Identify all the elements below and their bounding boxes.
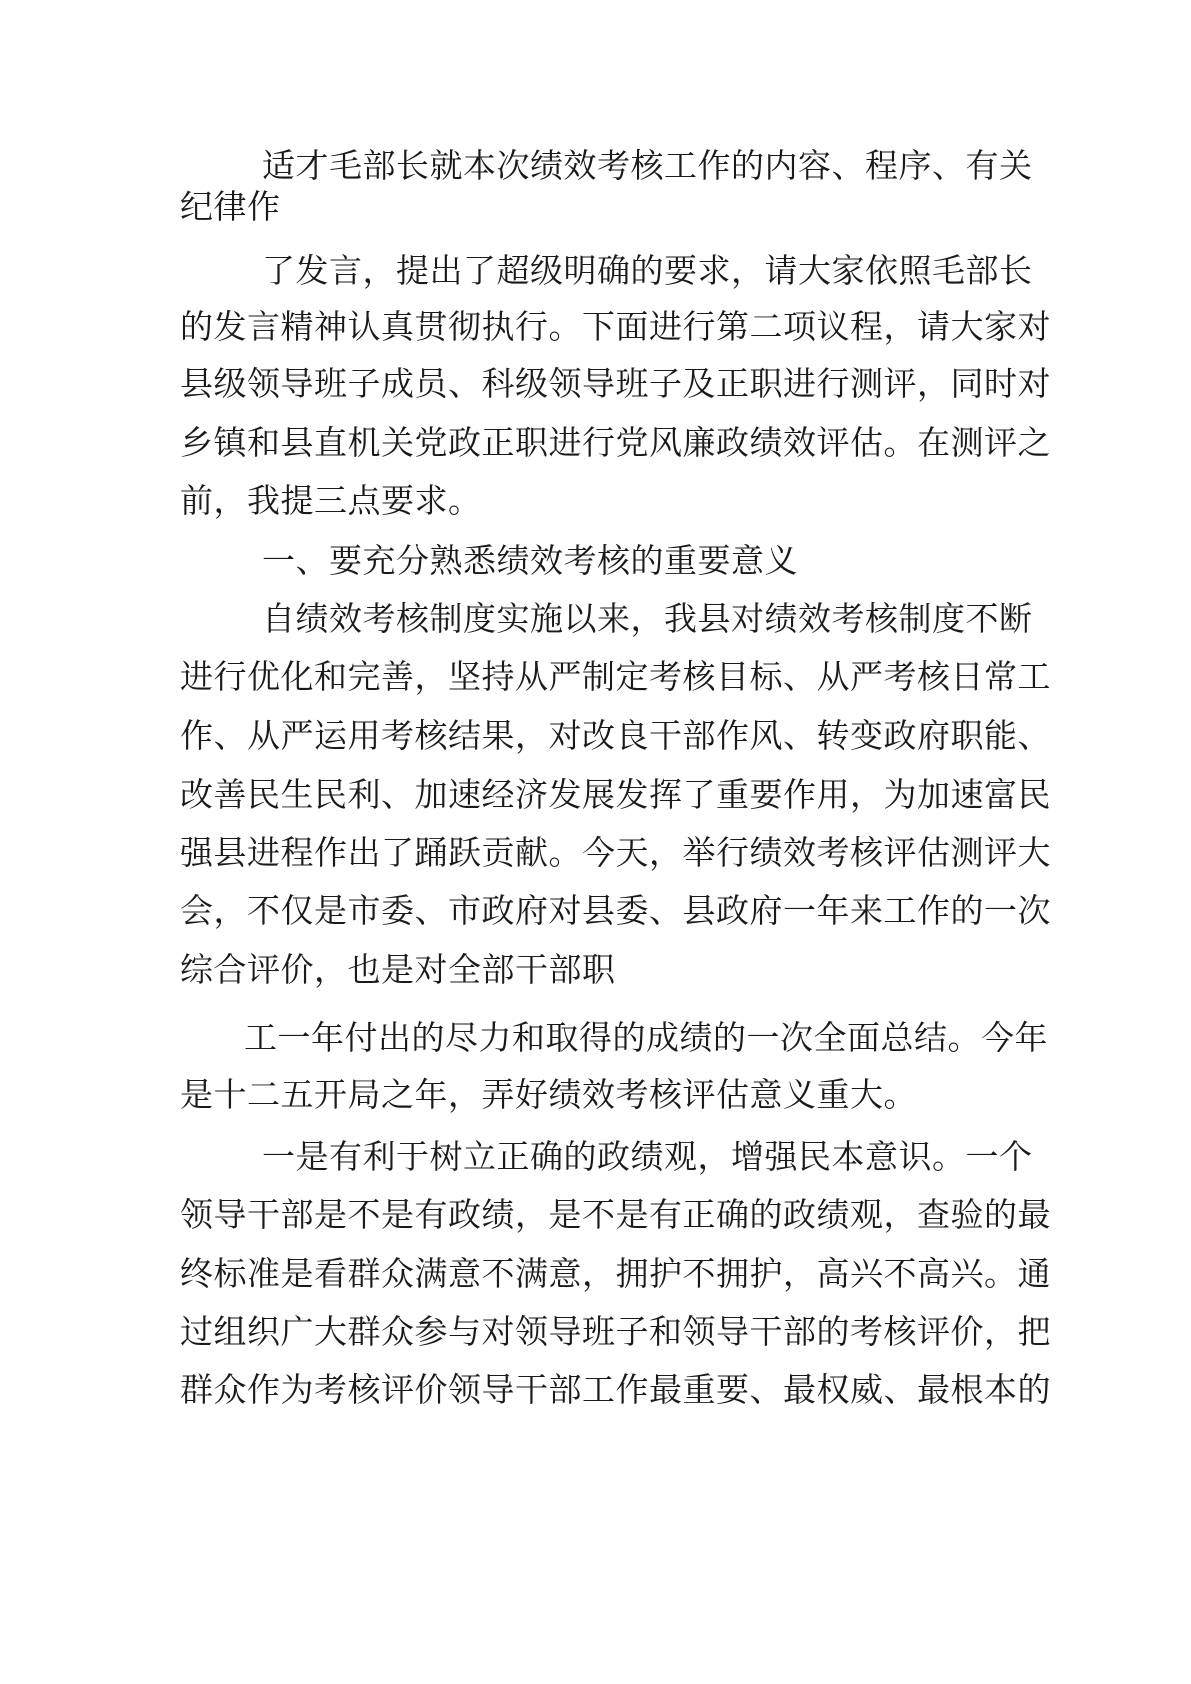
text-line: 纪律作 <box>180 187 281 226</box>
text-line: 作、从严运用考核结果，对改良干部作风、转变政府职能、 <box>180 716 1051 755</box>
text-line: 改善民生民利、加速经济发展发挥了重要作用，为加速富民 <box>180 775 1051 814</box>
text-line: 了发言，提出了超级明确的要求，请大家依照毛部长 <box>262 251 1033 290</box>
text-line: 群众作为考核评价领导干部工作最重要、最权威、最根本的 <box>180 1370 1051 1409</box>
text-line: 适才毛部长就本次绩效考核工作的内容、程序、有关 <box>262 146 1033 185</box>
text-line: 过组织广大群众参与对领导班子和领导干部的考核评价，把 <box>180 1312 1051 1351</box>
text-line: 工一年付出的尽力和取得的成绩的一次全面总结。今年 <box>244 1018 1048 1057</box>
text-line: 自绩效考核制度实施以来，我县对绩效考核制度不断 <box>262 599 1033 638</box>
text-line: 乡镇和县直机关党政正职进行党风廉政绩效评估。在测评之 <box>180 423 1051 462</box>
text-line: 一是有利于树立正确的政绩观，增强民本意识。一个 <box>262 1137 1033 1176</box>
text-line: 综合评价，也是对全部干部职 <box>180 950 616 989</box>
text-line: 前，我提三点要求。 <box>180 481 482 520</box>
text-line: 的发言精神认真贯彻执行。下面进行第二项议程，请大家对 <box>180 307 1051 346</box>
text-line: 会，不仅是市委、市政府对县委、县政府一年来工作的一次 <box>180 891 1051 930</box>
text-line: 进行优化和完善，坚持从严制定考核目标、从严考核日常工 <box>180 657 1051 696</box>
text-line: 是十二五开局之年，弄好绩效考核评估意义重大。 <box>180 1075 917 1114</box>
text-line: 强县进程作出了踊跃贡献。今天，举行绩效考核评估测评大 <box>180 833 1051 872</box>
text-line: 领导干部是不是有政绩，是不是有正确的政绩观，查验的最 <box>180 1195 1051 1234</box>
section-heading: 一、要充分熟悉绩效考核的重要意义 <box>262 541 798 580</box>
text-line: 终标准是看群众满意不满意，拥护不拥护，高兴不高兴。通 <box>180 1254 1051 1293</box>
text-line: 县级领导班子成员、科级领导班子及正职进行测评，同时对 <box>180 364 1051 403</box>
